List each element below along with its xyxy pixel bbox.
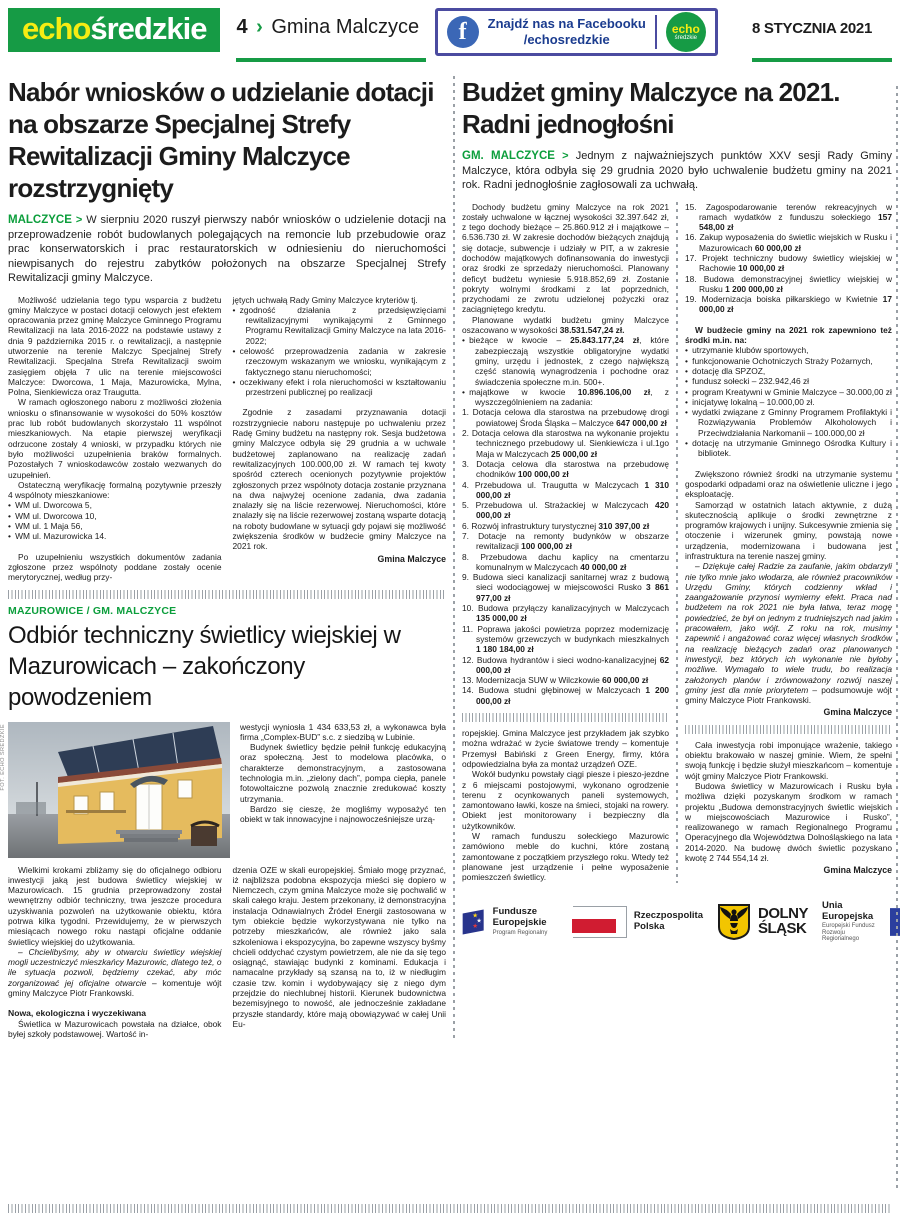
half-divider <box>453 76 455 1039</box>
list-item: • utrzymanie klubów sportowych, <box>685 345 892 355</box>
list-item: • WM ul. Dworcowa 5, <box>8 500 222 510</box>
location-tag: GM. MALCZYCE <box>462 150 555 162</box>
location-tag: MALCZYCE <box>8 214 72 226</box>
budget-items-1-14 <box>462 407 669 706</box>
expense-bullets <box>462 335 669 407</box>
budget-item: 11. Poprawa jakości powietrza poprzez modernizację systemów grzewczych w budynkach mieszkalnych 1 180 184,00 zł <box>462 623 669 655</box>
list-item: • inicjatywę lokalną – 10.000,00 zł. <box>685 397 892 407</box>
page-body <box>0 62 900 1039</box>
list-item: • WM ul. 1 Maja 56, <box>8 521 222 531</box>
paragraph: Budynek świetlicy będzie pełnił funkcję edukacyjną oraz społeczną. Jest to modelowa placówka, o charakterze demonstracyjnym, a zastosowana technologia m.in. „zielony dach”, pompa ciepła, panele fotowoltaiczne pozwolą znacznie zredukować koszty utrzymania. <box>240 742 446 804</box>
article-column-2 <box>233 865 447 1040</box>
photo-illustration <box>8 722 230 858</box>
subheading: Nowa, ekologiczna i wyczekiwana <box>8 1008 147 1019</box>
swietlica-photo <box>0 722 230 858</box>
paragraph: Zwiększono również środki na utrzymanie systemu gospodarki odpadami oraz na oświetlenie uliczne i jego eksploatację. <box>685 468 892 500</box>
list-item: • fundusz sołecki – 232.942,46 zł <box>685 376 892 386</box>
paragraph: Zgodnie z zasadami przyznawania dotacji rozstrzygniecie naboru następuje po uchwaleniu przez Radę Gminy budżetu na następny rok. Sesja budżetowa gminy Malczyce odbyła się 29 grudnia a w uchwale budżetowej zaplanowano na realizację zadań rewitalizacyjnych 100.000,00 zł. W ramach tej kwoty spośród czterech ocenionych pozytywnie projektów zgłoszonych przez wspólnoty dotacja zostanie przyznana na dwa najwyżej ocenione zadania, dwa zadania znalazły się na liście rezerwowej. Nieruchomości, które znalazły się na liście rezerwowej zostaną wsparte dotacją na roboty budowlane w sytuacji gdy pojawi się możliwość zwiększenia środków w budżecie gminy Malczyce na 2021 rok. <box>232 407 446 552</box>
budget-item: 7. Dotacje na remonty budynków w obszarze rewitalizacji 100 000,00 zł <box>462 531 670 552</box>
budget-column-2 <box>685 202 892 883</box>
list-item: • program Kreatywni w Gminie Malczyce – 30.000,00 zł <box>685 387 892 397</box>
budget-item: 10. Budowa przyłączy kanalizacyjnych w Malczycach 135 000,00 zł <box>462 603 669 624</box>
paragraph: Samorząd w ostatnich latach aktywnie, z dużą skutecznością aplikuje o środki zewnętrzne z programów krajowych i unijny. Sukcesywnie zmienia się otoczenie i wizerunek gminy, powstają nowe urządzenia, modernizowana i budowana jest infrastruktura na terenie naszej gminy. <box>685 499 892 561</box>
rzeczpospolita-polska-logo <box>573 906 703 938</box>
fe-flag-icon <box>462 903 486 941</box>
budget-item: 5. Przebudowa ul. Strażackiej w Malczycach 420 000,00 zł <box>462 500 670 521</box>
budget-item: 15. Zagospodarowanie terenów rekreacyjnych w ramach wydatków z funduszu sołeckiego 157 548,00 zł <box>685 201 892 233</box>
right-edge-separator <box>896 86 898 1192</box>
paragraph: Wokół budynku powstały ciągi piesze i pieszo-jezdne z 6 miejscami postojowymi, wykonano ogrodzenie terenu z ocynkowanych paneli systemowych, zamontowano ławki, kosze na śmieci, stojaki na rowery. Obiekt jest monitorowany i bezpieczny dla użytkowników. <box>462 769 669 831</box>
svg-text:★: ★ <box>476 918 482 925</box>
paragraph: Dochody budżetu gminy Malczyce na rok 2021 zostały uchwalone w łącznej wysokości 32.397.642 zł, z tego dochody bieżące – 25.860.912 zł i majątkowe – 6.536.730 zł. W zakresie dochodów bieżących znajdują się dotacje, subwencje i udziały w PIT, a w zakresie dochodów majątkowych dofinansowania do inwestycji oraz środki ze sprzedaży nieruchomości. Planowany deficyt budżetu wyniesie 5.918.852,69 zł. Zostanie pokryty wolnymi środkami z lat poprzednich, przychodami ze zwrotu udzielonej pożyczki oraz zaciągniętego kredytu. <box>462 201 669 315</box>
fe-title: Fundusze Europejskie <box>492 906 547 928</box>
budget-item: 2. Dotacja celowa dla starostwa na wykonanie projektu technicznego przebudowy ul. Sienkiewicza i ul.1go Maja w Malczycach 25 000,00 zł <box>462 428 669 459</box>
paragraph: W ramach funduszu sołeckiego Mazurowic zamówiono meble do kuchni, które zostaną zamontowane z początkiem przyszłego roku. Wtedy też planowane jest urządzenie i pełne wyposażenie pomieszczeń świetlicy. <box>462 831 669 883</box>
section-chevron: › <box>256 16 263 38</box>
paragraph: Po uzupełnieniu wszystkich dokumentów zadania zgłoszone przez wspólnoty poddane zostały ocenie merytorycznej, według przy- <box>8 551 222 583</box>
paragraph: ropejskiej. Gmina Malczyce jest przykładem jak szybko można wdrażać w życie światowe trendy – komentuje Przemysł Babiński z Green Energy, firmy, która odpowiedzialna była za montaż urządzeń OZE. <box>462 728 669 769</box>
ue-title: Unia Europejska <box>822 899 874 922</box>
budget-item: 1. Dotacja celowa dla starostwa na przebudowę drogi powiatowej Środa Śląska – Malczyce 647 000,00 zł <box>462 407 670 428</box>
article-lead <box>462 149 892 193</box>
date-underline <box>752 58 892 62</box>
article-signature: Gmina Malczyce <box>377 553 446 564</box>
article-separator <box>8 590 446 599</box>
ue-subtitle2: Rozwoju Regionalnego <box>822 930 860 943</box>
paragraph: W ramach ogłoszonego naboru z możliwości złożenia wniosku o sfinansowanie w wysokości do 50% kosztów prac lub robót budowlanych skorzystało 11 wspólnot mieszkaniowych. Na etapie pierwszej weryfikacji odrzucone zostały 4 wnioski, w przypadku których nie było możliwości uzupełnienia braków formalnych. Pozostałych 7 wnioskodawców zostało wezwanych do uzupełnień. <box>8 397 222 480</box>
paragraph: Ostateczną weryfikację formalną pozytywnie przeszły 4 wspólnoty mieszkaniowe: <box>8 479 222 501</box>
budget-column-1 <box>462 202 669 883</box>
paragraph: Wielkimi krokami zbliżamy się do oficjalnego odbioru inwestycji jaką jest budowa świetlicy wiejskiej w Mazurowicach. 15 grudnia przeprowadzony został wewnętrzny odbiór techniczny, trwa jeszcze procedura uzyskiwania pozwoleń na użytkowanie obiektu, która potrwa kilka tygodni. Przewidujemy, że w pierwszych miesiącach nowego roku nastąpi oficjalne oddanie świetlicy wiejskiej do użytkowania. <box>8 864 222 947</box>
poland-flag-icon <box>573 906 627 938</box>
page-header <box>0 0 900 62</box>
list-item: • oczekiwany efekt i rola nieruchomości w kształtowaniu przestrzeni publicznej po realizacji <box>233 377 447 398</box>
silesia-eagle-icon <box>717 903 751 941</box>
budget-item: 13. Modernizacja SUW w Wilczkowie 60 000,00 zł <box>462 675 649 686</box>
left-half <box>0 76 447 1039</box>
article-signature: Gmina Malczyce <box>823 865 892 876</box>
paragraph: Bardzo się cieszę, że mogliśmy wyposażyć ten obiekt w tak innowacyjne i najnowocześniejsze urzą- <box>240 803 446 825</box>
section-underline <box>236 58 426 62</box>
column-separator <box>685 725 892 734</box>
rp-title: Rzeczpospolita Polska <box>633 909 703 932</box>
budget-items-15-19 <box>685 202 892 315</box>
list-item: • majątkowe w kwocie 10.896.106,00 zł, z wyszczególnieniem na zadania: <box>462 387 669 408</box>
budget-item: 8. Przebudowa dachu kaplicy na cmentarzu komunalnym w Malczycach 40 000,00 zł <box>462 551 669 572</box>
article-nabor-wnioskow <box>8 76 446 583</box>
page-number: 4 <box>236 16 248 38</box>
echo-sredzkie-logo <box>8 8 220 52</box>
article-column-1 <box>8 865 222 1040</box>
photo-credit: FOT. ECHO ŚREDZKIE <box>0 723 6 791</box>
lead-text: W sierpniu 2020 ruszył pierwszy nabór wniosków o udzielenie dotacji na przeprowadzenie robót budowlanych polegających na remoncie lub przebudowie oraz prac konserwatorskich i prac restauratorskich w odniesieniu do nieruchomości niewpisanych do rejestru zabytków położonych na obszarze Specjalnej Strefy Rewitalizacji gminy Malczyce. <box>8 214 447 284</box>
paragraph: Możliwość udzielania tego typu wsparcia z budżetu gminy Malczyce w postaci dotacji celowych jest efektem opracowania przez gminę Malczyce Gminnego Programu Rewitalizacji na lata 2016-2022 na podstawie ustawy z dnia 9 października 2015 r. o rewitalizacji, a następnie utworzenie na terenie Malczyc Specjalnej Strefy Rewitalizacji. Specjalna Strefa Rewitalizacji swoim zasięgiem objęła 7 ulic na terenie miejscowości Malczyce: Dworcowa, 1 Maja, Mazurowicka, Mylna, Polna, Sienkiewicza oraz Traugutta. <box>8 294 222 398</box>
list-item: • dotację na utrzymanie Gminnego Ośrodka Kultury i bibliotek. <box>685 438 892 459</box>
article-title: Odbiór techniczny świetlicy wiejskiej w Mazurowicach – zakończony powodzeniem <box>8 621 401 711</box>
article-budzet <box>462 76 892 951</box>
budget-item: 19. Modernizacja boiska piłkarskiego w Kwietnie 17 000,00 zł <box>685 294 892 315</box>
budget-item: 6. Rozwój infrastruktury turystycznej 310 397,00 zł <box>462 520 650 531</box>
article-column-1 <box>8 295 222 583</box>
facebook-line2: /echosredzkie <box>523 32 610 47</box>
unia-europejska-logo <box>822 901 900 943</box>
dolny-slask-logo <box>717 903 808 941</box>
facebook-text <box>488 16 646 49</box>
facebook-line1: Znajdź nas na Facebooku <box>487 15 646 31</box>
issue-date: 8 STYCZNIA 2021 <box>752 20 873 37</box>
date-box <box>752 8 892 62</box>
list-item: • funkcjonowanie Ochotniczych Straży Pożarnych, <box>685 356 892 366</box>
funding-bullets <box>685 345 892 458</box>
list-item: • dotację dla SPZOZ, <box>685 366 892 376</box>
quote-paragraph: – Chcielibyśmy, aby w otwarciu świetlicy wiejskiej mogli uczestniczyć mieszkańcy Mazurowic, dlatego też, o ile sytuacja pozwoli, będziemy czekać, aby móc zorganizować jej oficjalne otwarcie – komentuje wójt gminy Malczyce Piotr Frankowski. <box>8 946 222 999</box>
article-title: Nabór wniosków o udzielanie dotacji na obszarze Specjalnej Strefy Rewitalizacji Gminy Malczyce rozstrzygnięty <box>8 77 434 203</box>
budget-item: 17. Projekt techniczny budowy świetlicy wiejskiej w Rachowie 10 000,00 zł <box>685 252 892 274</box>
section-title: Gmina Malczyce <box>271 16 420 38</box>
tag-chevron: > <box>562 150 569 162</box>
budget-item: 16. Zakup wyposażenia do świetlic wiejskich w Rusku i Mazurowicach 60 000,00 zł <box>685 232 892 253</box>
list-item: • bieżące w kwocie – 25.843.177,24 zł, które zabezpieczają wszystkie obligatoryjne wydatki gminy, urzędu i jednostek, z czego największą część stanowią wynagrodzenia i pochodne oraz świadczenia społeczne m.in. 500+. <box>462 335 669 386</box>
article-column-2 <box>233 295 447 583</box>
lead-text: Jednym z najważniejszych punktów XXV sesji Rady Gminy Malczyce, która odbyła się 29 grudnia 2020 było uchwalenie budżetu gminy na 2021 rok. Radni jednogłośnie zagłosowali za uchwałą. <box>462 150 892 191</box>
list-item: • celowość przeprowadzenia zadania w zakresie rzeczowym wskazanym we wniosku, wynikającym z faktycznego stanu nieruchomości; <box>233 346 447 377</box>
funding-logos-strip <box>462 893 892 951</box>
tag-chevron: > <box>75 214 83 226</box>
budget-item: 3. Dotacja celowa dla starostwa na przebudowę chodników 100 000,00 zł <box>462 458 670 480</box>
paragraph: westycji wyniosła 1 434 633,53 zł, a wykonawca była firma „Complex-BUD” s.c. z siedzibą w Lubinie. <box>240 721 446 742</box>
list-item: • zgodność działania z przedsięwzięciami rewitalizacyjnymi wynikającymi z Gminnego Programu Rewitalizacji Gminy Malczyce na lata 2016-2022; <box>233 305 447 346</box>
budget-item: 14. Budowa studni głębinowej w Malczycach 1 200 000,00 zł <box>462 685 670 706</box>
right-half <box>462 76 892 1039</box>
article-odbior-techniczny <box>0 604 446 1040</box>
logo-sredzkie-text: średzkie <box>90 10 207 46</box>
section-header <box>236 8 426 62</box>
eu-flag-icon <box>890 905 900 939</box>
paragraph: dzenia OZE w skali europejskiej. Śmiało mogę przyznać, iż najbliższa podobna ekspozycja mieści się dopiero w Niemczech, czym gmina Malczyce może się pochwalić w skali całego kraju. Jestem przekonany, iż demonstracyjna instalacja Odnawialnych Źródeł Energii zastosowana w tym obiekcie będzie wykorzystywana nie tylko na potrzeby mieszkańców, ale również jako sala szkoleniowa i ekspozycyjna, bo zapewne wszyscy byśmy chcieli oddychać czystym powietrzem, ale nie da się tego osiągnąć, stawiając budynki z kominami. Edukacja i namacalne przykłady są szansą na to, iż w niedługim czasie tzw. komin i wydobywający się z niego dym przejdzie do niechlubnej historii. Kierunek budownictwa bezemisyjnego to nowość, ale jednocześnie zakładane przyszłe standardy, które mają obowiązywać w całej Unii Eu- <box>232 864 446 1029</box>
article-signature: Gmina Malczyce <box>823 707 892 718</box>
budget-item: 9. Budowa sieci kanalizacji sanitarnej wraz z budową sieci wodociągowej w miejscowości Rusko 3 861 977,00 zł <box>462 572 670 603</box>
fe-subtitle: Program Regionalny <box>492 929 548 936</box>
page-bottom-separator <box>8 1204 892 1213</box>
column-separator <box>462 713 669 722</box>
svg-text:★: ★ <box>472 911 479 919</box>
badge-divider <box>655 15 657 49</box>
paragraph: jętych uchwałą Rady Gminy Malczyce kryteriów tj. <box>232 294 418 305</box>
budget-item: 4. Przebudowa ul. Traugutta w Malczycach 1 310 000,00 zł <box>462 479 670 500</box>
budget-item: 18. Budowa demonstracyjnej świetlicy wiejskiej w Rusku 1 200 000,00 zł <box>685 273 892 294</box>
facebook-icon: f <box>447 16 479 48</box>
facebook-badge <box>435 8 718 56</box>
quote-paragraph: – Dziękuje całej Radzie za zaufanie, jakim obdarzyli nie tylko mnie jako włodarza, ale również pracowników Urzędu Gminy, których codzienny wkład i zaangażowanie przynosi wymierny efekt. Praca nad budżetem na rok 2021 nie była łatwa, teraz mogę powiedzieć, że był on jednym z trudniejszych nad jakim pracowałem, jako wójt. Z roku na rok, musimy zapewnić i angażować coraz więcej własnych środków na realizację bieżących zadań oraz planowanych inwestycji, bez których ich wykonanie nie byłoby możliwe. Wymagało to wiele trudu, bo realizacja założonych planów i zrównoważony rozwój naszej gminy jest dla mnie priorytetem – podsumowuje wójt gminy Malczyce Piotr Frankowski. <box>685 561 892 706</box>
paragraph: Świetlica w Mazurowicach powstała na działce, obok byłej szkoły podstawowej. Wartość in- <box>8 1018 222 1039</box>
location-tag: MAZUROWICE / GM. MALCZYCE <box>8 604 177 617</box>
wm-bullet-list <box>8 500 222 541</box>
list-item: • wydatki związane z Gminny Programem Profilaktyki i Rozwiązywania Problemów Alkoholowych i Przeciwdziałania Narkomanii – 100.000,00 zł <box>685 407 892 438</box>
photo-side-column <box>230 722 446 858</box>
paragraph-bold: W budżecie gminy na 2021 rok zapewniono też środki m.in. na: <box>685 324 892 346</box>
paragraph: Budowa świetlicy w Mazurowicach i Rusku była możliwa dzięki pozyskanym środkom w ramach projektu „Budowa demonstracyjnych świetlic wiejskich w miejscowościach Mazurowice i Rusko”, realizowanego w ramach Regionalnego Programu Operacyjnego dla Województwa Dolnośląskiego na lata 2014-2020. Na budowę dwóch świetlic pozyskano kwotę 2 744 554,14 zł. <box>685 780 892 864</box>
fundusze-europejskie-logo <box>462 903 559 941</box>
column-divider <box>676 202 678 883</box>
ue-subtitle1: Europejski Fundusz <box>822 923 875 930</box>
article-title: Budżet gminy Malczyce na 2021. Radni jednogłośni <box>462 77 840 139</box>
svg-text:★: ★ <box>472 922 479 930</box>
echo-round-logo: echo średzkie <box>666 12 706 52</box>
criteria-bullet-list <box>233 305 447 398</box>
budget-item: 12. Budowa hydrantów i sieci wodno-kanalizacyjnej 62 000,00 zł <box>462 654 670 675</box>
list-item: • WM ul. Dworcowa 10, <box>8 511 222 521</box>
paragraph: Cała inwestycja robi imponujące wrażenie, takiego obiektu brakowało w naszej gminie. Wiem, że spełni swoją funkcję i będzie służył mieszkańcom – komentuje wójt gminy Malczyce Piotr Frankowski. <box>685 739 892 781</box>
logo-echo-text: echo <box>22 10 91 46</box>
list-item: • WM ul. Mazurowicka 14. <box>8 531 222 541</box>
paragraph: Planowane wydatki budżetu gminy Malczyce oszacowano w wysokości 38.531.547,24 zł. <box>462 314 669 336</box>
article-lead <box>8 213 446 286</box>
ds-title: DOLNY ŚLĄSK <box>758 905 808 937</box>
